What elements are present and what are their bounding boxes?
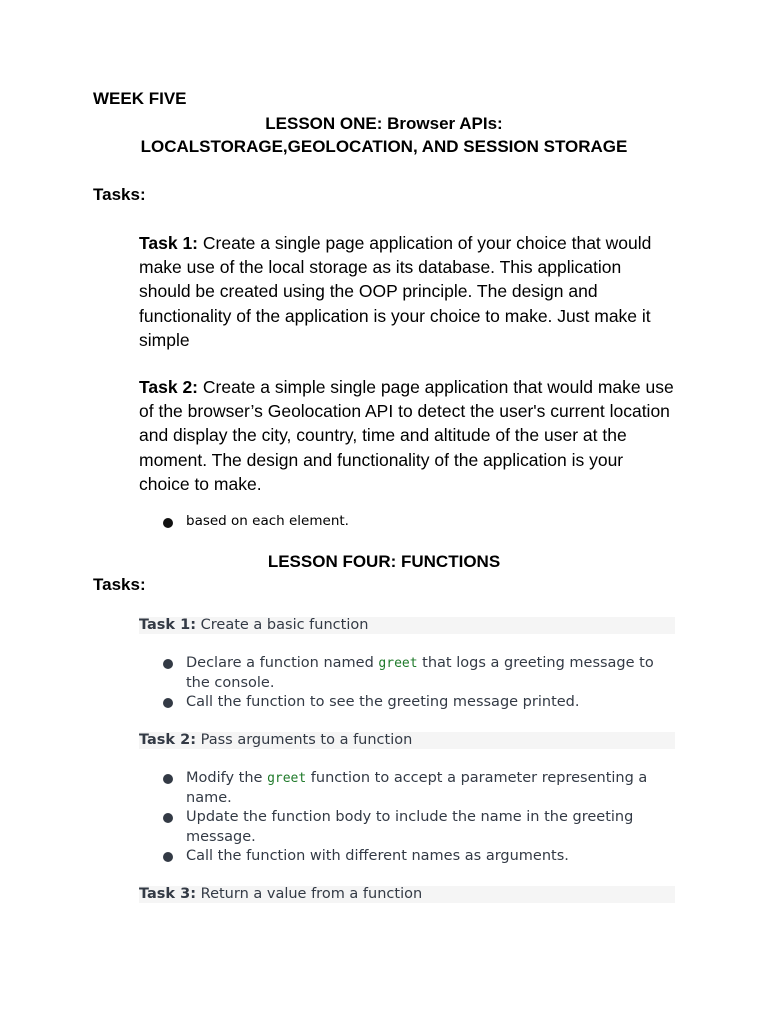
lesson-one-tasks-heading: Tasks: xyxy=(93,185,146,204)
task-label: Task 2: xyxy=(139,732,197,748)
bullet-icon xyxy=(163,518,173,528)
list-item-text-start: Declare a function named xyxy=(186,655,379,671)
list-item xyxy=(163,654,668,693)
task-label: Task 1: xyxy=(139,617,197,633)
lesson-four-task-1-list xyxy=(163,654,668,713)
list-item-text: Call the function with different names as arguments. xyxy=(186,848,569,864)
list-item-text-end: function to accept a parameter representing a name. xyxy=(186,770,648,806)
list-item-text-start: Modify the xyxy=(186,770,268,786)
list-item-text: based on each element. xyxy=(186,513,349,529)
list-item xyxy=(163,769,668,808)
code-greet: greet xyxy=(267,771,307,786)
lesson-one-title-line1: LESSON ONE: Browser APIs: xyxy=(265,114,503,133)
list-item xyxy=(163,693,668,713)
bullet-icon xyxy=(163,813,173,823)
lesson-one-title-line2: LOCALSTORAGE,GEOLOCATION, AND SESSION STORAGE xyxy=(140,137,628,156)
lesson-four-title: LESSON FOUR: FUNCTIONS xyxy=(267,552,501,571)
task-title: Create a basic function xyxy=(200,617,369,633)
task-label: Task 1: xyxy=(139,233,199,253)
list-item-text xyxy=(186,654,668,693)
lesson-one-title xyxy=(0,112,768,158)
task-text: Create a simple single page application that would make use of the browser’s Geolocation API to detect the user's current location and display the city, country, time and altitude of the user at the moment. The design and functionality of the application is your choice to make. xyxy=(139,377,674,494)
task-label: Task 3: xyxy=(139,886,197,902)
list-item-text: Call the function to see the greeting message printed. xyxy=(186,694,580,710)
lesson-four-task-1-header xyxy=(139,617,675,634)
list-item-text xyxy=(186,769,668,808)
list-item-text-end: that logs a greeting message to the console. xyxy=(186,655,654,691)
list-item xyxy=(163,513,349,529)
lesson-one-task-1 xyxy=(139,231,674,352)
bullet-icon xyxy=(163,698,173,708)
list-item-text: Update the function body to include the name in the greeting message. xyxy=(186,809,634,845)
task-text: Create a single page application of your choice that would make use of the local storage as its database. This application should be created using the OOP principle. The design and functionality of the application is your choice to make. Just make it simple xyxy=(139,233,652,350)
lesson-one-task-2 xyxy=(139,375,674,496)
lesson-four-task-3-header xyxy=(139,886,675,903)
lesson-four-tasks-heading: Tasks: xyxy=(93,575,146,594)
task-label: Task 2: xyxy=(139,377,199,397)
task-title: Return a value from a function xyxy=(200,886,423,902)
code-greet: greet xyxy=(378,656,418,671)
task-title: Pass arguments to a function xyxy=(200,732,413,748)
bullet-icon xyxy=(163,659,173,669)
week-heading: WEEK FIVE xyxy=(93,89,187,108)
lesson-four-task-2-header xyxy=(139,732,675,749)
lesson-four-task-2-list xyxy=(163,769,668,867)
bullet-icon xyxy=(163,852,173,862)
list-item xyxy=(163,847,668,867)
list-item xyxy=(163,808,668,847)
bullet-icon xyxy=(163,774,173,784)
